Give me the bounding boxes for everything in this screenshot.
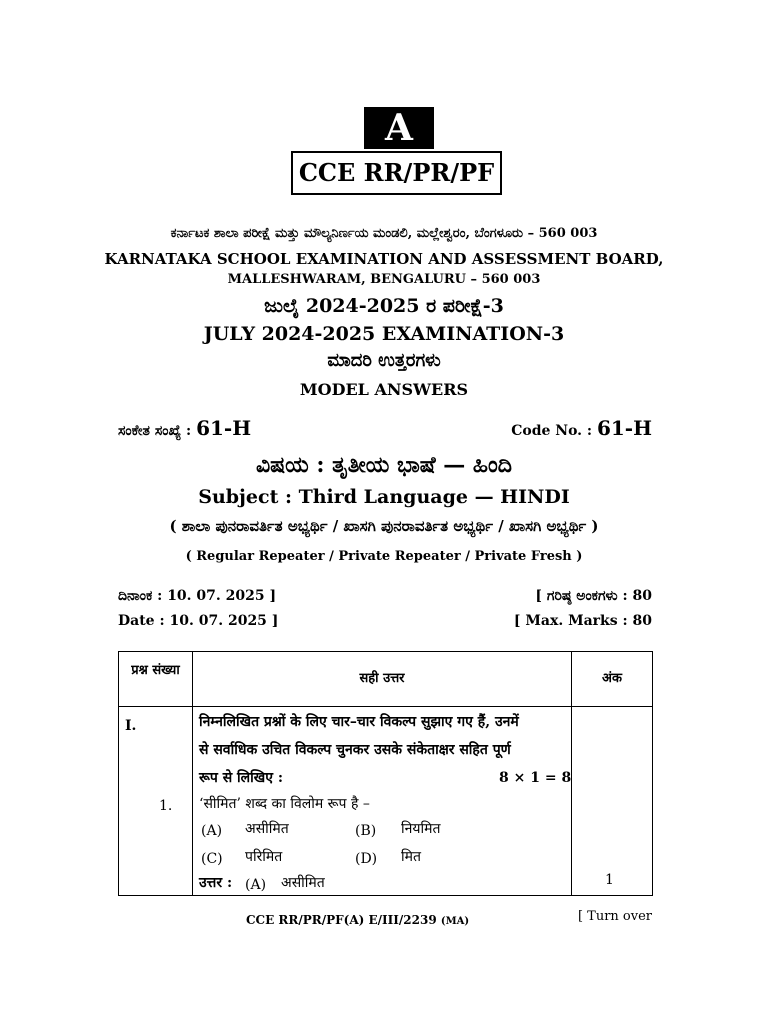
footer-code	[246, 913, 469, 927]
section-number: I.	[125, 718, 137, 734]
exam-title-english: JULY 2024-2025 EXAMINATION-3	[203, 323, 565, 345]
exam-title-kannada: ಜುಲೈ 2024-2025 ರ ಪರೀಕ್ಷೆ-3	[264, 295, 504, 317]
max-marks-kannada: [ ಗರಿಷ್ಠ ಅಂಕಗಳು : 80	[535, 588, 652, 604]
answer-text: असीमित	[281, 875, 325, 891]
answer-key: (A)	[245, 877, 267, 893]
code-label-english: Code No. :	[511, 423, 593, 439]
turn-over-note: [ Turn over	[577, 909, 652, 924]
candidate-category-kannada: ( ಶಾಲಾ ಪುನರಾವರ್ತಿತ ಅಭ್ಯರ್ಥಿ / ಖಾಸಗಿ ಪುನರಾವರ್ತಿತ ಅಭ್ಯರ್ಥಿ / ಖಾಸಗಿ ಅಭ್ಯರ್ಥಿ )	[169, 517, 599, 535]
model-answers-english: MODEL ANSWERS	[299, 380, 469, 399]
instruction-line-3: रूप से लिखिए :	[199, 770, 284, 786]
instruction-line-2: से सर्वाधिक उचित विकल्प चुनकर उसके संकेताक्षर सहित पूर्ण	[199, 742, 511, 758]
code-number-kannada	[118, 416, 251, 440]
candidate-category-english: ( Regular Repeater / Private Repeater / Private Fresh )	[185, 549, 583, 564]
set-label: A	[364, 107, 434, 149]
table-header-divider	[119, 706, 652, 707]
footer-code-suffix: (MA)	[440, 916, 470, 927]
table-divider	[192, 652, 193, 895]
column-header-question-number: प्रश्न संख्या	[131, 663, 180, 678]
model-answers-kannada: ಮಾದರಿ ಉತ್ತರಗಳು	[327, 350, 441, 371]
question-text: ‘सीमित’ शब्द का विलोम रूप है –	[199, 796, 370, 812]
footer-code-text: CCE RR/PR/PF(A) E/III/2239	[246, 913, 437, 927]
question-number: 1.	[159, 798, 173, 814]
board-name-english: KARNATAKA SCHOOL EXAMINATION AND ASSESSMENT BOARD,	[104, 250, 664, 268]
code-label-kannada: ಸಂಕೇತ ಸಂಖ್ಯೆ :	[118, 423, 192, 439]
subject-english: Subject : Third Language — HINDI	[198, 486, 570, 508]
max-marks-english: [ Max. Marks : 80	[513, 613, 652, 629]
subject-kannada: ವಿಷಯ : ತೃತೀಯ ಭಾಷೆ — ಹಿಂದಿ	[255, 452, 513, 478]
instruction-line-1: निम्नलिखित प्रश्नों के लिए चार–चार विकल्प सुझाए गए हैं, उनमें	[199, 714, 519, 730]
option-key: (B)	[355, 823, 377, 839]
exam-code-box: CCE RR/PR/PF	[291, 151, 502, 195]
question-marks: 1	[605, 872, 614, 888]
date-english: Date : 10. 07. 2025 ]	[118, 613, 279, 629]
board-name-kannada: ಕರ್ನಾಟಕ ಶಾಲಾ ಪರೀಕ್ಷೆ ಮತ್ತು ಮೌಲ್ಯನಿರ್ಣಯ ಮಂಡಲಿ, ಮಲ್ಲೇಶ್ವರಂ, ಬೆಂಗಳೂರು – 560 003	[170, 226, 598, 241]
code-value-english: 61-H	[596, 416, 652, 440]
board-address: MALLESHWARAM, BENGALURU – 560 003	[227, 272, 541, 287]
option-key: (A)	[201, 823, 223, 839]
code-number-english	[511, 416, 652, 440]
answer-table	[118, 651, 653, 896]
answer-label: उत्तर :	[199, 875, 233, 891]
instruction-marks: 8 × 1 = 8	[499, 770, 572, 786]
code-value-kannada: 61-H	[196, 416, 252, 440]
option-text: परिमित	[245, 849, 283, 865]
option-key: (D)	[355, 851, 378, 867]
date-kannada: ದಿನಾಂಕ : 10. 07. 2025 ]	[118, 588, 277, 604]
column-header-correct-answer: सही उत्तर	[359, 671, 405, 686]
option-text: नियमित	[401, 821, 441, 837]
option-text: असीमित	[245, 821, 289, 837]
option-text: मित	[401, 849, 421, 865]
option-key: (C)	[201, 851, 223, 867]
column-header-marks: अंक	[602, 671, 622, 686]
